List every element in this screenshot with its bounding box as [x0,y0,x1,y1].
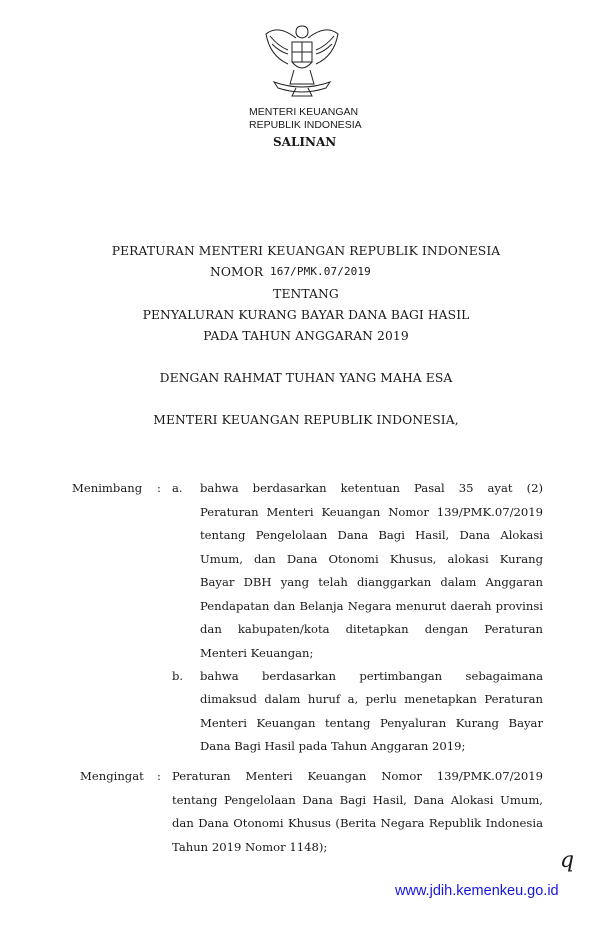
item-b-marker: b. [172,669,184,683]
garuda-emblem-icon [262,18,342,100]
subject-line-2: PADA TAHUN ANGGARAN 2019 [203,329,409,343]
paragraph-line: Menteri Keuangan; [200,645,314,660]
menimbang-colon: : [157,481,161,495]
paragraph-line: Umum, dan Dana Otonomi Khusus, alokasi Kurang [200,551,543,566]
paraf-initial: q [560,848,575,873]
paragraph-line: dimaksud dalam huruf a, perlu menetapkan Peraturan [200,692,543,707]
paragraph-line: tentang Pengelolaan Dana Bagi Hasil, Dana Alokasi Umum, [172,792,543,807]
paragraph-line: Dana Bagi Hasil pada Tahun Anggaran 2019; [200,738,466,753]
paragraph-line: Peraturan Menteri Keuangan Nomor 139/PMK.07/2019 [200,504,543,519]
issuer: MENTERI KEUANGAN REPUBLIK INDONESIA, [153,413,459,427]
paragraph-line: Peraturan Menteri Keuangan Nomor 139/PMK.07/2019 [172,769,543,783]
institution-line-1: MENTERI KEUANGAN [249,106,359,118]
menimbang-label: Menimbang [72,481,143,495]
nomor-value: 167/PMK.07/2019 [270,265,371,278]
paragraph-line: tentang Pengelolaan Dana Bagi Hasil, Dana Alokasi [200,528,543,542]
regulation-title: PERATURAN MENTERI KEUANGAN REPUBLIK INDONESIA [111,244,501,258]
paragraph-line: dan kabupaten/kota ditetapkan dengan Peraturan [200,622,543,636]
paragraph-line: bahwa berdasarkan ketentuan Pasal 35 ayat (2) [200,481,543,495]
paragraph-line: bahwa berdasarkan pertimbangan sebagaimana [200,669,543,683]
jdih-url-link[interactable]: www.jdih.kemenkeu.go.id [395,883,559,899]
subject-line-1: PENYALURAN KURANG BAYAR DANA BAGI HASIL [142,308,470,322]
nomor-label: NOMOR [210,265,264,279]
paragraph-line: dan Dana Otonomi Khusus (Berita Negara Republik Indonesia [172,816,543,831]
item-a-marker: a. [172,481,183,495]
institution-line-2: REPUBLIK INDONESIA [249,119,362,131]
mengingat-label: Mengingat [80,769,144,783]
mengingat-colon: : [157,769,161,783]
paragraph-line: Pendapatan dan Belanja Negara menurut daerah provinsi [200,598,543,613]
paragraph-line: Tahun 2019 Nomor 1148); [172,839,328,854]
paragraph-line: Menteri Keuangan tentang Penyaluran Kurang Bayar [200,715,543,730]
salinan-stamp: SALINAN [273,135,337,149]
tentang-heading: TENTANG [273,287,339,301]
paragraph-line: Bayar DBH yang telah dianggarkan dalam Anggaran [200,575,543,589]
invocation: DENGAN RAHMAT TUHAN YANG MAHA ESA [159,371,453,385]
